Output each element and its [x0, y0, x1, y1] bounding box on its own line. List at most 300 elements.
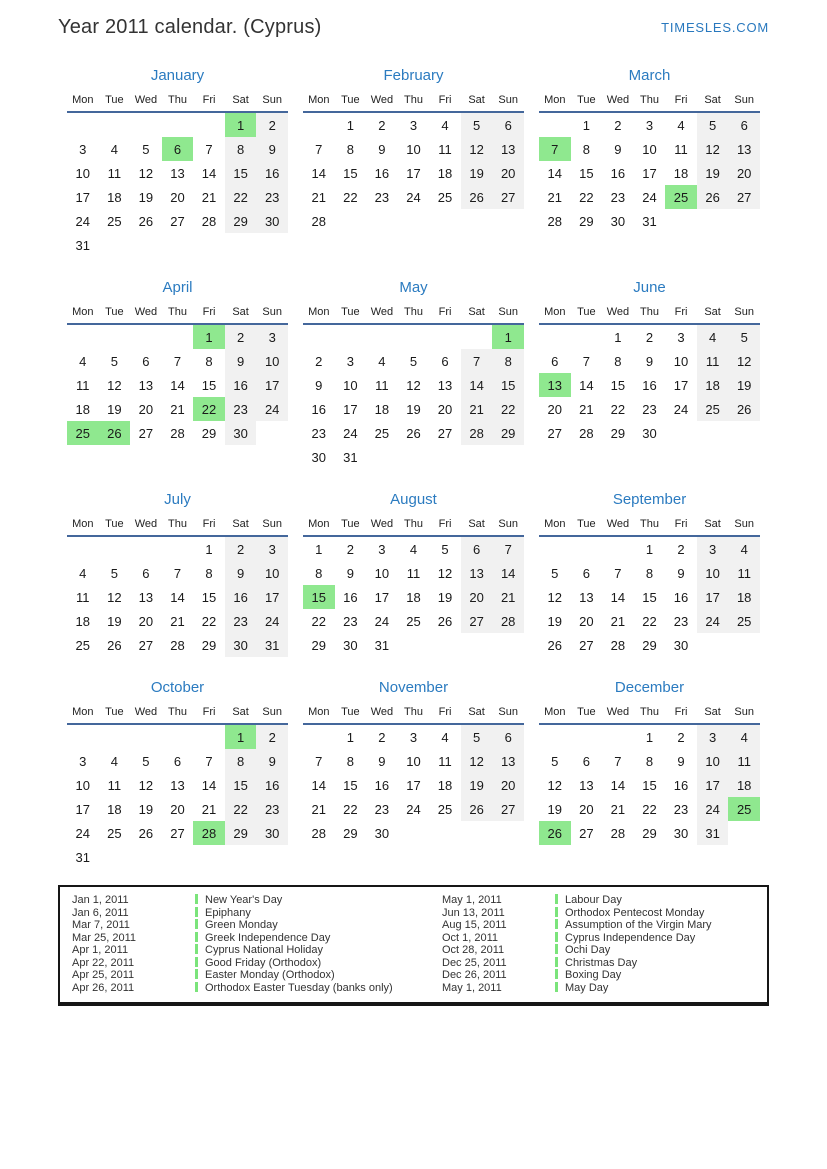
week-row: [539, 633, 760, 657]
day-cell: 17: [75, 189, 91, 205]
month-title: June: [633, 279, 666, 296]
holiday-entry: [555, 969, 755, 982]
weekday-label: Sat: [697, 92, 729, 112]
weekday-label: Mon: [539, 704, 571, 724]
weekday-label: Mon: [303, 516, 335, 536]
day-cell: 5: [461, 112, 493, 137]
day-cell: 29: [225, 209, 257, 233]
day-cell: 25: [107, 213, 122, 229]
day-cell: 21: [311, 801, 327, 817]
day-cell: 22: [579, 189, 594, 205]
week-row: [303, 373, 524, 397]
empty-day-cell: [366, 445, 398, 469]
day-cell: 21: [547, 189, 563, 205]
week-row: [303, 445, 524, 469]
month-grid: [303, 92, 524, 233]
day-cell: 8: [205, 353, 213, 369]
holiday-date: Apr 22, 2011: [72, 956, 135, 969]
weekday-label: Sat: [225, 516, 257, 536]
day-cell: 14: [201, 165, 217, 181]
day-cell: 5: [110, 353, 118, 369]
day-cell: 20: [579, 613, 594, 629]
day-cell: 23: [673, 801, 689, 817]
day-cell: 26: [697, 185, 729, 209]
day-cell: 22: [492, 397, 524, 421]
day-cell: 18: [697, 373, 729, 397]
month-july: [67, 491, 288, 657]
day-cell: 17: [406, 165, 421, 181]
empty-day-cell: [67, 324, 99, 349]
weekday-label: Wed: [366, 704, 398, 724]
week-row: [539, 137, 760, 161]
empty-day-cell: [398, 209, 430, 233]
week-row: [539, 773, 760, 797]
month-grid: [303, 516, 524, 657]
day-cell: 16: [311, 401, 327, 417]
day-cell: 7: [315, 141, 323, 157]
day-cell: 19: [406, 401, 421, 417]
empty-day-cell: [665, 421, 697, 445]
holiday-entry: [195, 919, 442, 932]
month-august: [303, 491, 524, 657]
day-cell: 11: [697, 349, 729, 373]
holiday-day-cell: 15: [303, 585, 335, 609]
day-cell: 20: [437, 401, 453, 417]
day-cell: 15: [642, 589, 657, 605]
day-cell: 8: [582, 141, 590, 157]
day-cell: 9: [645, 353, 654, 369]
week-row: [303, 161, 524, 185]
holiday-marker-bar: [195, 944, 198, 954]
empty-day-cell: [492, 209, 524, 233]
weekday-label: Thu: [398, 304, 430, 324]
holiday-entry: [195, 932, 442, 945]
day-cell: 24: [343, 425, 358, 441]
holiday-date: Aug 15, 2011: [442, 919, 507, 931]
day-cell: 18: [374, 401, 390, 417]
month-grid: [539, 304, 760, 445]
day-cell: 27: [492, 185, 524, 209]
holiday-name: Orthodox Pentecost Monday: [565, 906, 705, 919]
holiday-name: Cyprus Independence Day: [565, 931, 696, 944]
holiday-date: Jan 1, 2011: [72, 894, 129, 906]
day-cell: 11: [107, 165, 122, 181]
week-row: [303, 821, 524, 845]
empty-day-cell: [429, 633, 461, 657]
day-cell: 24: [256, 609, 288, 633]
day-cell: 9: [256, 749, 288, 773]
empty-day-cell: [162, 233, 194, 257]
day-cell: 10: [343, 377, 358, 393]
day-cell: 2: [225, 536, 257, 561]
day-cell: 13: [492, 137, 524, 161]
weekday-header-row: [303, 516, 524, 536]
weekday-label: Sat: [461, 704, 493, 724]
day-cell: 30: [256, 821, 288, 845]
day-cell: 27: [492, 797, 524, 821]
day-cell: 30: [256, 209, 288, 233]
holiday-marker-bar: [195, 932, 198, 942]
day-cell: 6: [142, 565, 150, 581]
holiday-date: Oct 28, 2011: [442, 944, 505, 956]
day-cell: 7: [614, 753, 622, 769]
holiday-name: Boxing Day: [565, 969, 622, 981]
day-cell: 6: [142, 353, 150, 369]
day-cell: 23: [673, 613, 689, 629]
day-cell: 9: [346, 565, 354, 581]
day-cell: 21: [311, 189, 327, 205]
day-cell: 29: [225, 821, 257, 845]
holiday-entry: [195, 907, 442, 920]
day-cell: 20: [138, 613, 154, 629]
day-cell: 1: [645, 541, 654, 557]
day-cell: 13: [728, 137, 760, 161]
day-cell: 24: [697, 797, 729, 821]
day-cell: 18: [673, 165, 689, 181]
weekday-label: Wed: [602, 704, 634, 724]
empty-day-cell: [162, 324, 194, 349]
month-grid: [67, 516, 288, 657]
week-row: [67, 773, 288, 797]
week-row: [539, 112, 760, 137]
empty-day-cell: [492, 821, 524, 845]
weekday-label: Sat: [461, 516, 493, 536]
day-cell: 23: [374, 189, 390, 205]
month-january: [67, 67, 288, 257]
empty-day-cell: [398, 324, 430, 349]
day-cell: 3: [677, 329, 685, 345]
week-row: [539, 561, 760, 585]
empty-day-cell: [67, 112, 99, 137]
weekday-label: Sat: [225, 704, 257, 724]
holiday-name: Epiphany: [205, 906, 251, 919]
day-cell: 18: [437, 777, 453, 793]
month-title: February: [383, 67, 444, 84]
weekday-label: Sat: [461, 304, 493, 324]
day-cell: 15: [492, 373, 524, 397]
day-cell: 25: [374, 425, 390, 441]
week-row: [67, 421, 288, 445]
day-cell: 20: [170, 801, 185, 817]
weekday-label: Wed: [602, 92, 634, 112]
months-grid: [58, 67, 769, 869]
week-row: [303, 585, 524, 609]
day-cell: 24: [406, 801, 421, 817]
empty-day-cell: [539, 724, 571, 749]
day-cell: 4: [441, 117, 449, 133]
day-cell: 5: [409, 353, 418, 369]
empty-day-cell: [492, 445, 524, 469]
day-cell: 18: [728, 585, 760, 609]
day-cell: 4: [728, 536, 760, 561]
month-title: May: [399, 279, 428, 296]
weekday-label: Wed: [366, 516, 398, 536]
day-cell: 29: [492, 421, 524, 445]
day-cell: 17: [256, 373, 288, 397]
weekday-label: Fri: [665, 516, 697, 536]
week-row: [67, 633, 288, 657]
holiday-marker-bar: [195, 982, 198, 992]
month-october: [67, 679, 288, 869]
holiday-name: New Year's Day: [205, 894, 283, 906]
day-cell: 2: [346, 541, 354, 557]
day-cell: 6: [492, 724, 524, 749]
day-cell: 8: [645, 565, 654, 581]
page-title: Year 2011 calendar. (Cyprus): [58, 16, 322, 38]
day-cell: 13: [579, 589, 594, 605]
day-cell: 5: [551, 565, 559, 581]
holiday-marker-bar: [555, 957, 558, 967]
day-cell: 12: [461, 137, 493, 161]
holiday-marker-bar: [195, 907, 198, 917]
day-cell: 11: [406, 565, 421, 581]
holiday-day-cell: 25: [67, 421, 99, 445]
day-cell: 10: [697, 561, 729, 585]
day-cell: 7: [461, 349, 493, 373]
day-cell: 2: [256, 112, 288, 137]
day-cell: 6: [728, 112, 760, 137]
day-cell: 27: [138, 425, 154, 441]
day-cell: 21: [610, 801, 626, 817]
day-cell: 3: [346, 353, 354, 369]
day-cell: 19: [697, 161, 729, 185]
month-december: [539, 679, 760, 845]
weekday-header-row: [539, 704, 760, 724]
weekday-label: Mon: [67, 704, 99, 724]
month-may: [303, 279, 524, 469]
holiday-name: Good Friday (Orthodox): [205, 956, 322, 969]
week-row: [67, 397, 288, 421]
month-title: April: [162, 279, 193, 296]
week-row: [539, 609, 760, 633]
day-cell: 12: [547, 589, 563, 605]
week-row: [67, 373, 288, 397]
day-cell: 14: [579, 377, 594, 393]
day-cell: 11: [76, 377, 90, 393]
week-row: [67, 324, 288, 349]
day-cell: 4: [409, 541, 418, 557]
weekday-label: Wed: [602, 304, 634, 324]
day-cell: 23: [311, 425, 327, 441]
day-cell: 14: [170, 377, 185, 393]
week-row: [303, 421, 524, 445]
day-cell: 20: [547, 401, 563, 417]
day-cell: 13: [461, 561, 493, 585]
day-cell: 27: [547, 425, 563, 441]
day-cell: 31: [642, 213, 657, 229]
day-cell: 25: [437, 801, 453, 817]
day-cell: 25: [437, 189, 453, 205]
weekday-label: Wed: [602, 516, 634, 536]
day-cell: 28: [492, 609, 524, 633]
day-cell: 3: [697, 536, 729, 561]
day-cell: 15: [201, 589, 217, 605]
day-cell: 3: [697, 724, 729, 749]
week-row: [303, 185, 524, 209]
day-cell: 13: [492, 749, 524, 773]
empty-day-cell: [728, 209, 760, 233]
day-cell: 17: [697, 585, 729, 609]
weekday-label: Fri: [429, 516, 461, 536]
holiday-day-cell: 26: [539, 821, 571, 845]
empty-day-cell: [728, 421, 760, 445]
empty-day-cell: [130, 233, 162, 257]
day-cell: 21: [461, 397, 493, 421]
day-cell: 7: [173, 353, 182, 369]
holiday-marker-bar: [555, 894, 558, 904]
day-cell: 10: [642, 141, 657, 157]
day-cell: 1: [346, 117, 354, 133]
day-cell: 5: [441, 541, 449, 557]
holiday-name: Greek Independence Day: [205, 931, 331, 944]
day-cell: 3: [79, 753, 87, 769]
weekday-label: Fri: [665, 92, 697, 112]
day-cell: 13: [170, 165, 185, 181]
week-row: [539, 585, 760, 609]
day-cell: 29: [579, 213, 594, 229]
week-row: [303, 773, 524, 797]
day-cell: 2: [677, 729, 685, 745]
empty-day-cell: [398, 821, 430, 845]
empty-day-cell: [539, 324, 571, 349]
empty-day-cell: [256, 233, 288, 257]
day-cell: 31: [697, 821, 729, 845]
holiday-entry: [555, 944, 755, 957]
day-cell: 9: [677, 565, 685, 581]
day-cell: 23: [256, 185, 288, 209]
day-cell: 21: [579, 401, 594, 417]
empty-day-cell: [429, 445, 461, 469]
week-row: [303, 561, 524, 585]
week-row: [539, 797, 760, 821]
empty-day-cell: [130, 324, 162, 349]
day-cell: 22: [201, 613, 217, 629]
empty-day-cell: [398, 445, 430, 469]
empty-day-cell: [130, 724, 162, 749]
day-cell: 5: [142, 753, 150, 769]
empty-day-cell: [571, 324, 603, 349]
weekday-label: Sun: [728, 304, 760, 324]
empty-day-cell: [67, 724, 99, 749]
day-cell: 25: [107, 825, 122, 841]
day-cell: 28: [579, 425, 594, 441]
day-cell: 10: [697, 749, 729, 773]
week-row: [539, 397, 760, 421]
day-cell: 10: [406, 753, 421, 769]
day-cell: 16: [374, 165, 390, 181]
day-cell: 27: [579, 637, 594, 653]
day-cell: 24: [374, 613, 390, 629]
day-cell: 15: [579, 165, 594, 181]
day-cell: 24: [406, 189, 421, 205]
holiday-name: Ochi Day: [565, 944, 611, 956]
day-cell: 16: [673, 589, 689, 605]
weekday-label: Sun: [728, 92, 760, 112]
weekday-label: Tue: [335, 304, 367, 324]
day-cell: 20: [461, 585, 493, 609]
day-cell: 17: [256, 585, 288, 609]
holiday-entry: [555, 982, 755, 995]
day-cell: 22: [343, 189, 358, 205]
weekday-label: Tue: [99, 704, 131, 724]
day-cell: 26: [461, 185, 493, 209]
weekday-label: Thu: [398, 704, 430, 724]
day-cell: 19: [547, 613, 563, 629]
day-cell: 2: [315, 353, 323, 369]
week-row: [303, 633, 524, 657]
weekday-label: Mon: [303, 92, 335, 112]
day-cell: 18: [107, 189, 122, 205]
weekday-label: Wed: [366, 304, 398, 324]
holiday-date: Dec 25, 2011: [442, 956, 507, 969]
empty-day-cell: [335, 209, 367, 233]
day-cell: 8: [315, 565, 323, 581]
day-cell: 16: [256, 773, 288, 797]
day-cell: 2: [677, 541, 685, 557]
empty-day-cell: [366, 324, 398, 349]
day-cell: 15: [201, 377, 217, 393]
holiday-day-cell: 22: [193, 397, 225, 421]
day-cell: 15: [343, 165, 358, 181]
day-cell: 1: [645, 729, 654, 745]
day-cell: 19: [461, 161, 493, 185]
week-row: [67, 112, 288, 137]
day-cell: 28: [461, 421, 493, 445]
holiday-day-cell: 6: [162, 137, 194, 161]
day-cell: 5: [142, 141, 150, 157]
day-cell: 11: [76, 589, 90, 605]
empty-day-cell: [697, 633, 729, 657]
day-cell: 30: [673, 637, 689, 653]
month-title: March: [628, 67, 671, 84]
week-row: [303, 609, 524, 633]
day-cell: 8: [225, 137, 257, 161]
day-cell: 4: [378, 353, 386, 369]
day-cell: 3: [378, 541, 386, 557]
empty-day-cell: [697, 421, 729, 445]
empty-day-cell: [225, 845, 257, 869]
day-cell: 15: [642, 777, 657, 793]
holiday-day-cell: 1: [492, 324, 524, 349]
weekday-label: Sun: [492, 704, 524, 724]
day-cell: 16: [256, 161, 288, 185]
day-cell: 30: [343, 637, 358, 653]
week-row: [67, 161, 288, 185]
week-row: [303, 397, 524, 421]
holiday-date: Mar 25, 2011: [72, 931, 137, 944]
day-cell: 21: [170, 401, 185, 417]
empty-day-cell: [162, 112, 194, 137]
month-grid: [67, 304, 288, 445]
week-row: [539, 349, 760, 373]
day-cell: 31: [75, 849, 91, 865]
day-cell: 8: [614, 353, 622, 369]
week-row: [303, 349, 524, 373]
weekday-header-row: [303, 304, 524, 324]
weekday-label: Wed: [130, 704, 162, 724]
site-logo-link[interactable]: TIMESLES.COM: [661, 20, 769, 35]
day-cell: 28: [610, 637, 626, 653]
month-title: August: [390, 491, 437, 508]
day-cell: 5: [551, 753, 559, 769]
empty-day-cell: [193, 112, 225, 137]
holiday-marker-bar: [555, 982, 558, 992]
empty-day-cell: [366, 209, 398, 233]
day-cell: 12: [107, 377, 122, 393]
day-cell: 13: [437, 377, 453, 393]
day-cell: 22: [642, 801, 657, 817]
day-cell: 13: [138, 589, 154, 605]
